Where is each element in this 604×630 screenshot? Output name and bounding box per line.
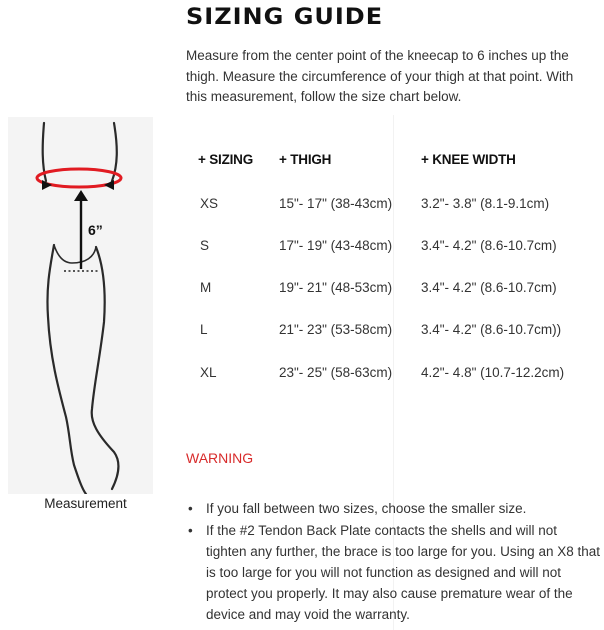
- leg-illustration: [8, 117, 153, 494]
- kneecap-outline: [54, 245, 96, 263]
- row-xs-thigh: 15"- 17" (38-43cm): [279, 196, 393, 211]
- row-xl-size: XL: [200, 365, 217, 380]
- warning-item: [186, 498, 600, 519]
- warning-list: [186, 498, 600, 626]
- arrow-left-head: [42, 180, 52, 190]
- warning-heading: WARNING: [186, 450, 254, 466]
- row-xs-size: XS: [200, 196, 219, 211]
- calf-right-outline: [92, 247, 119, 489]
- row-l-thigh: 21"- 23" (53-58cm): [279, 322, 393, 337]
- illustration-caption: Measurement: [44, 496, 127, 511]
- row-xs-knee: 3.2"- 3.8" (8.1-9.1cm): [421, 196, 550, 211]
- row-xl-thigh: 23"- 25" (58-63cm): [279, 365, 393, 380]
- bullet-glyph: •: [188, 523, 193, 538]
- intro-paragraph: Measure from the center point of the kneecap to 6 inches up the thigh. Measure the circumference of your thigh at that point. With this measurement, follow the size chart below.: [186, 48, 574, 104]
- row-s-knee: 3.4"- 4.2" (8.6-10.7cm): [421, 238, 557, 253]
- row-s-thigh: 17"- 19" (43-48cm): [279, 238, 393, 253]
- leg-drawing: [8, 117, 153, 494]
- row-m-thigh: 19"- 21" (48-53cm): [279, 280, 393, 295]
- row-m-knee: 3.4"- 4.2" (8.6-10.7cm): [421, 280, 557, 295]
- header-thigh: + THIGH: [279, 152, 332, 167]
- row-s-size: S: [200, 238, 210, 253]
- measure-label: 6”: [88, 222, 103, 238]
- row-l-size: L: [200, 322, 208, 337]
- page-title: SIZING GUIDE: [186, 4, 384, 30]
- row-l-knee: 3.4"- 4.2" (8.6-10.7cm)): [421, 322, 562, 337]
- header-knee-width: + KNEE WIDTH: [421, 152, 516, 167]
- arrow-right-head: [104, 180, 114, 190]
- warning-item-text: If the #2 Tendon Back Plate contacts the shells and will not tighten any further, the brace is too large for you. Using an X8 that is too large for you will not function as designed and will not protect you properly. It may also cause premature wear of the device and may void the warranty.: [206, 523, 600, 622]
- arrow-head: [74, 190, 88, 201]
- header-sizing: + SIZING: [198, 152, 254, 167]
- row-xl-knee: 4.2"- 4.8" (10.7-12.2cm): [421, 365, 565, 380]
- row-m-size: M: [200, 280, 212, 295]
- shin-left-outline: [47, 245, 86, 494]
- warning-item: [186, 520, 600, 625]
- bullet-glyph: •: [188, 501, 193, 516]
- warning-item-text: If you fall between two sizes, choose the smaller size.: [206, 501, 527, 516]
